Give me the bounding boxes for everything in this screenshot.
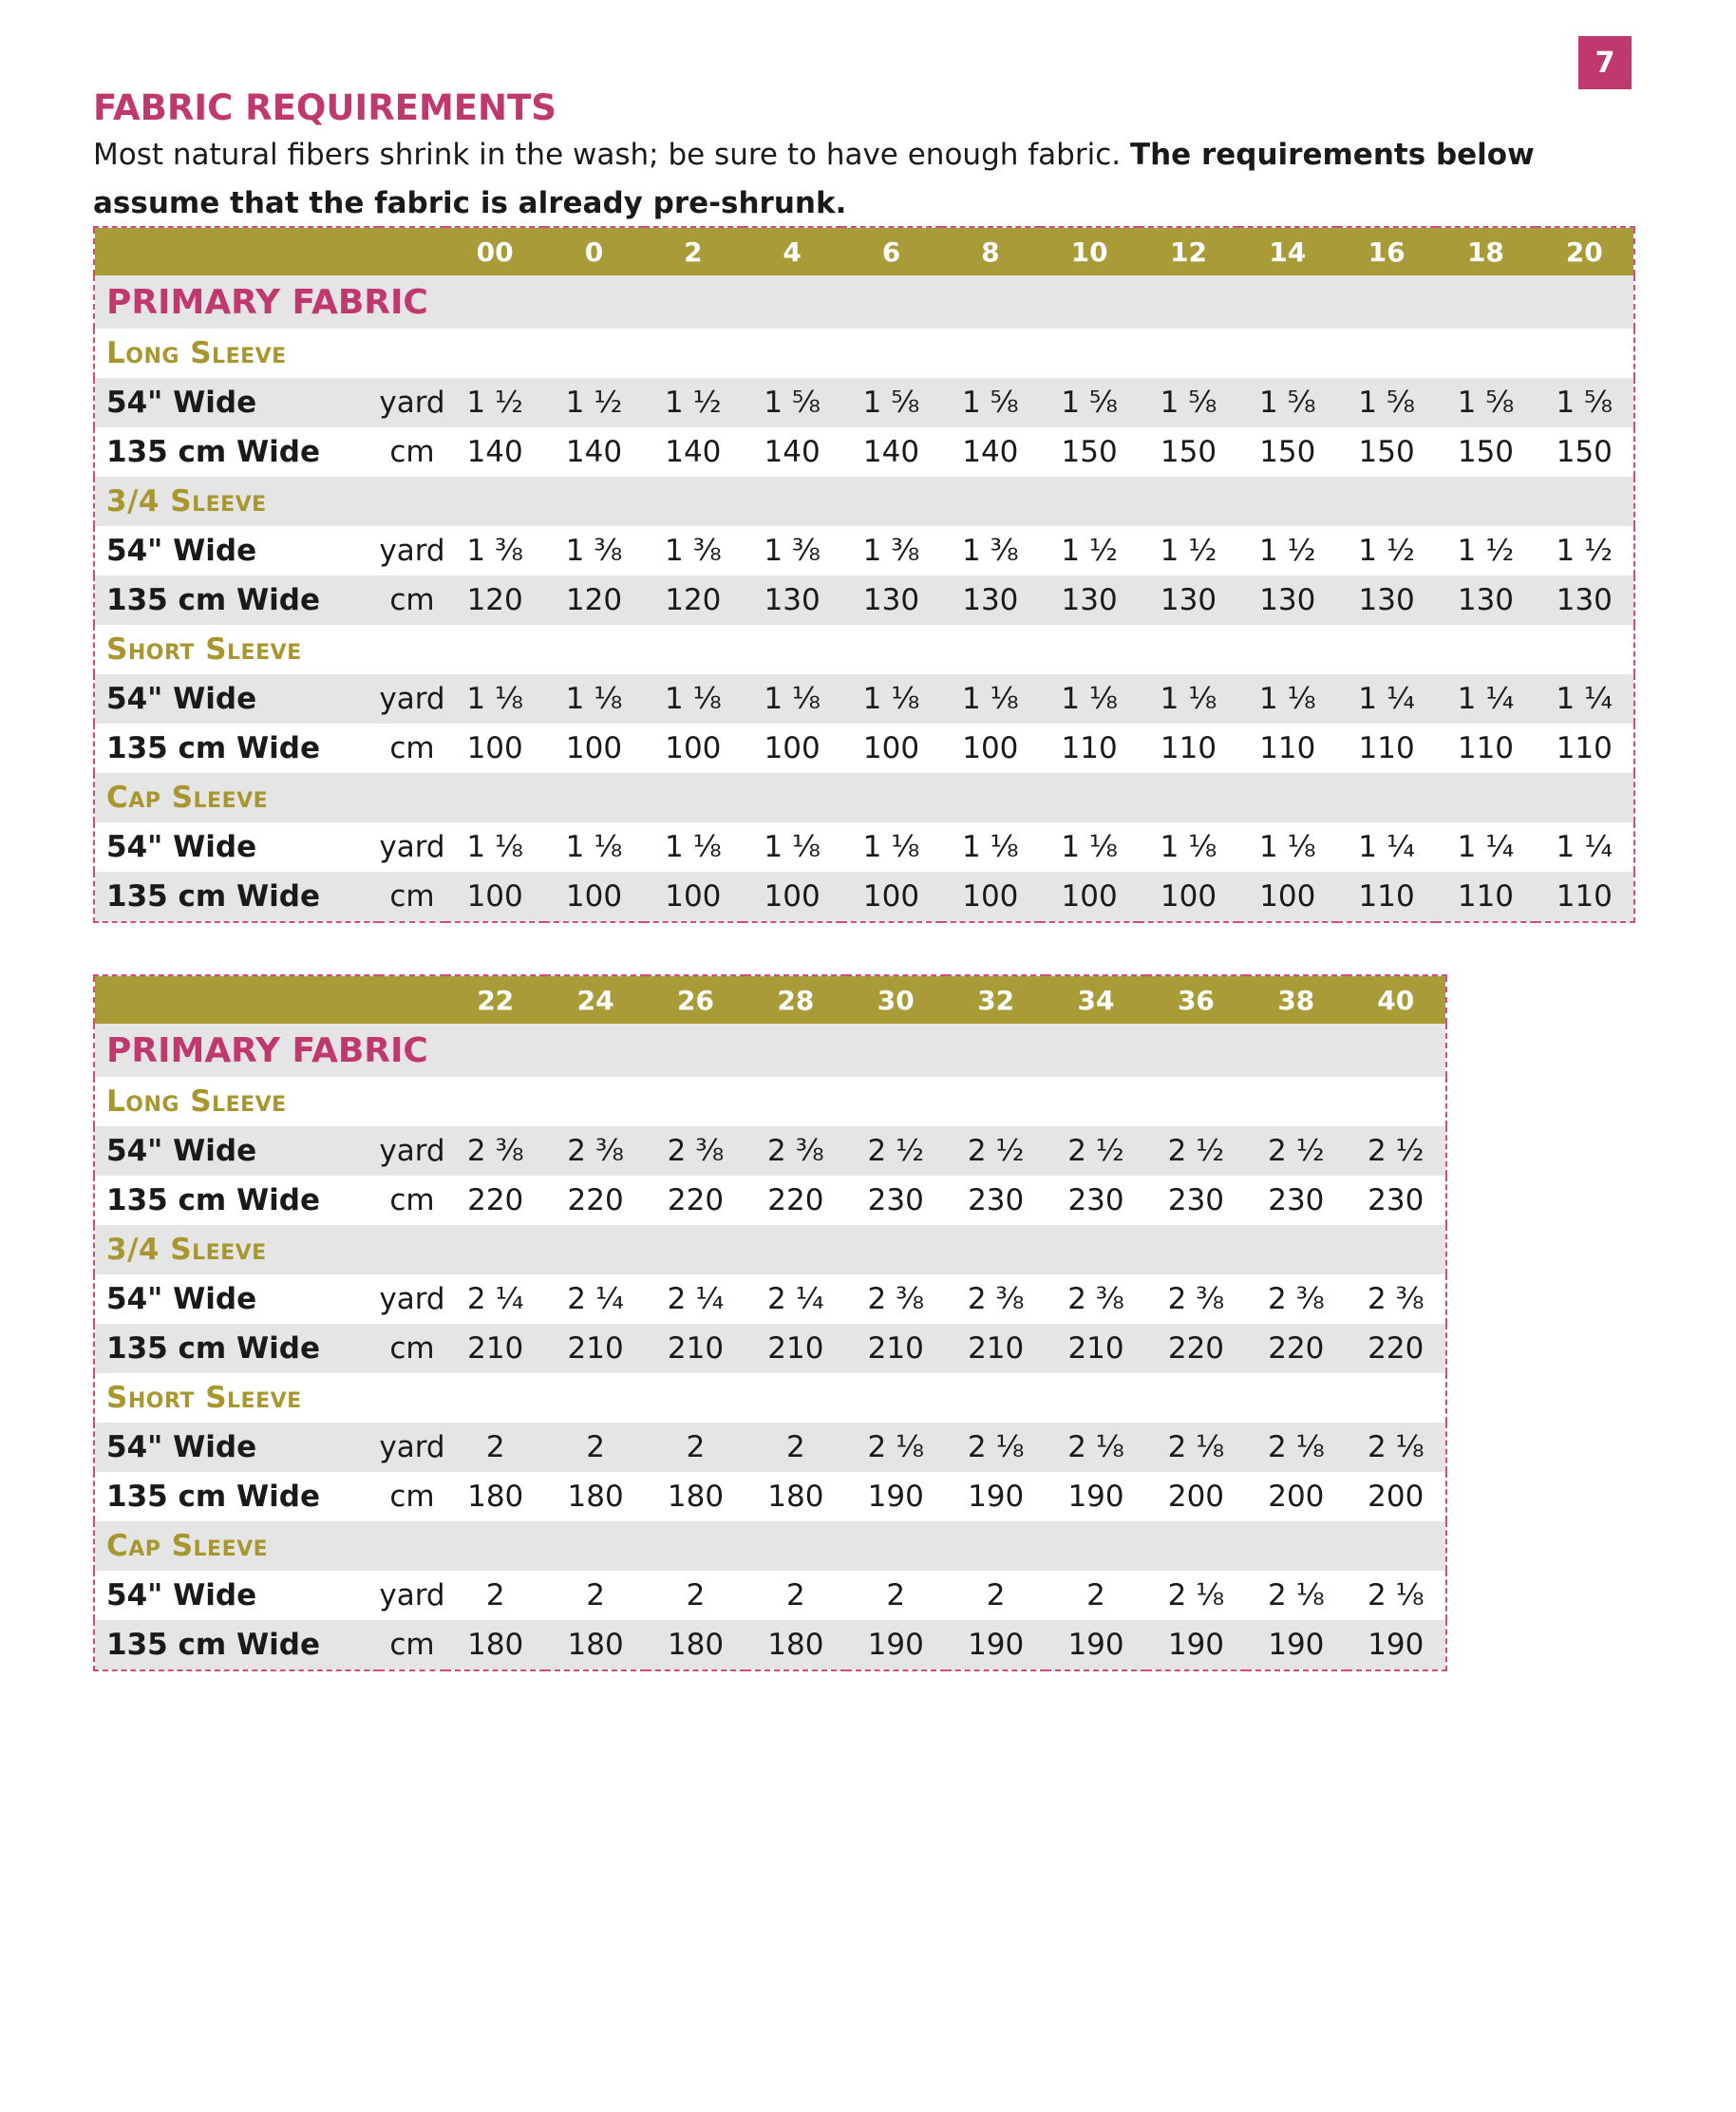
fabric-width-label: 135 cm Wide bbox=[94, 1176, 379, 1225]
fabric-amount-cell: 1 ½ bbox=[1536, 526, 1634, 575]
fabric-width-label: 135 cm Wide bbox=[94, 872, 379, 922]
sleeve-group-title: 3/4 Sleeve bbox=[94, 1225, 1446, 1274]
fabric-width-row bbox=[94, 1176, 1446, 1225]
size-header-cell: 38 bbox=[1246, 975, 1346, 1024]
size-header-cell: 16 bbox=[1337, 227, 1436, 275]
fabric-amount-cell: 2 bbox=[745, 1423, 845, 1472]
fabric-amount-cell: 2 ½ bbox=[1347, 1126, 1446, 1176]
fabric-amount-cell: 1 ⅛ bbox=[644, 674, 743, 724]
fabric-amount-cell: 2 ¼ bbox=[745, 1274, 845, 1324]
sleeve-group-title: Cap Sleeve bbox=[94, 1521, 1446, 1571]
fabric-width-row bbox=[94, 1620, 1446, 1670]
size-header-cell: 26 bbox=[646, 975, 745, 1024]
fabric-amount-cell: 130 bbox=[1040, 575, 1139, 625]
fabric-amount-cell: 150 bbox=[1536, 427, 1634, 477]
fabric-width-row bbox=[94, 526, 1634, 575]
fabric-width-label: 135 cm Wide bbox=[94, 575, 379, 625]
fabric-amount-cell: 2 ½ bbox=[1246, 1126, 1346, 1176]
fabric-amount-cell: 100 bbox=[544, 872, 643, 922]
size-header-cell: 20 bbox=[1536, 227, 1634, 275]
fabric-amount-cell: 130 bbox=[1536, 575, 1634, 625]
fabric-amount-cell: 1 ⅛ bbox=[841, 674, 940, 724]
fabric-amount-cell: 140 bbox=[941, 427, 1040, 477]
intro-bold-text: The requirements below assume that the fabric is already pre-shrunk. bbox=[93, 138, 1535, 220]
fabric-amount-cell: 100 bbox=[941, 872, 1040, 922]
size-header-cell: 2 bbox=[644, 227, 743, 275]
fabric-amount-cell: 1 ⅛ bbox=[1238, 822, 1337, 872]
fabric-amount-cell: 100 bbox=[743, 724, 841, 773]
fabric-amount-cell: 150 bbox=[1238, 427, 1337, 477]
unit-label: cm bbox=[379, 1324, 445, 1373]
fabric-amount-cell: 180 bbox=[445, 1472, 545, 1521]
fabric-amount-cell: 110 bbox=[1436, 724, 1535, 773]
fabric-amount-cell: 2 ⅜ bbox=[1146, 1274, 1246, 1324]
fabric-amount-cell: 150 bbox=[1040, 427, 1139, 477]
unit-label: yard bbox=[379, 1126, 445, 1176]
fabric-amount-cell: 2 ⅜ bbox=[545, 1126, 645, 1176]
fabric-amount-cell: 190 bbox=[846, 1620, 946, 1670]
fabric-amount-cell: 110 bbox=[1040, 724, 1139, 773]
size-header-cell: 24 bbox=[545, 975, 645, 1024]
fabric-amount-cell: 1 ⅝ bbox=[941, 378, 1040, 427]
fabric-amount-cell: 2 ⅜ bbox=[445, 1126, 545, 1176]
fabric-amount-cell: 190 bbox=[1246, 1620, 1346, 1670]
intro-paragraph bbox=[93, 131, 1613, 228]
fabric-width-row bbox=[94, 822, 1634, 872]
fabric-amount-cell: 130 bbox=[1238, 575, 1337, 625]
header-blank-cell bbox=[379, 227, 445, 275]
unit-label: cm bbox=[379, 575, 445, 625]
unit-label: cm bbox=[379, 1176, 445, 1225]
sleeve-group-row bbox=[94, 1077, 1446, 1126]
fabric-amount-cell: 1 ⅝ bbox=[1040, 378, 1139, 427]
fabric-amount-cell: 1 ¼ bbox=[1436, 674, 1535, 724]
fabric-amount-cell: 110 bbox=[1436, 872, 1535, 922]
fabric-amount-cell: 200 bbox=[1146, 1472, 1246, 1521]
fabric-amount-cell: 2 ⅜ bbox=[1347, 1274, 1446, 1324]
fabric-amount-cell: 1 ¼ bbox=[1337, 822, 1436, 872]
fabric-amount-cell: 1 ⅛ bbox=[1238, 674, 1337, 724]
fabric-amount-cell: 220 bbox=[646, 1176, 745, 1225]
sleeve-group-title: Short Sleeve bbox=[94, 625, 1634, 674]
page-number-badge: 7 bbox=[1578, 36, 1632, 89]
fabric-amount-cell: 210 bbox=[646, 1324, 745, 1373]
size-header-cell: 36 bbox=[1146, 975, 1246, 1024]
size-header-cell: 12 bbox=[1139, 227, 1237, 275]
fabric-amount-cell: 1 ¼ bbox=[1536, 822, 1634, 872]
fabric-width-row bbox=[94, 427, 1634, 477]
size-header-row bbox=[94, 227, 1634, 275]
section-row bbox=[94, 1024, 1446, 1077]
fabric-amount-cell: 220 bbox=[545, 1176, 645, 1225]
size-header-cell: 34 bbox=[1046, 975, 1145, 1024]
fabric-table-sizes-22-40 bbox=[93, 974, 1447, 1671]
fabric-amount-cell: 210 bbox=[445, 1324, 545, 1373]
fabric-amount-cell: 130 bbox=[1436, 575, 1535, 625]
fabric-amount-cell: 2 ⅜ bbox=[846, 1274, 946, 1324]
fabric-amount-cell: 100 bbox=[841, 724, 940, 773]
size-header-cell: 30 bbox=[846, 975, 946, 1024]
fabric-amount-cell: 1 ⅛ bbox=[941, 822, 1040, 872]
fabric-amount-cell: 200 bbox=[1246, 1472, 1346, 1521]
fabric-amount-cell: 210 bbox=[1046, 1324, 1145, 1373]
fabric-amount-cell: 140 bbox=[644, 427, 743, 477]
fabric-amount-cell: 2 bbox=[745, 1571, 845, 1620]
fabric-width-label: 54" Wide bbox=[94, 1274, 379, 1324]
fabric-amount-cell: 130 bbox=[841, 575, 940, 625]
fabric-amount-cell: 1 ½ bbox=[644, 378, 743, 427]
fabric-amount-cell: 1 ⅝ bbox=[1139, 378, 1237, 427]
fabric-amount-cell: 1 ⅜ bbox=[644, 526, 743, 575]
fabric-amount-cell: 1 ⅛ bbox=[941, 674, 1040, 724]
size-header-cell: 10 bbox=[1040, 227, 1139, 275]
fabric-amount-cell: 1 ⅝ bbox=[1436, 378, 1535, 427]
fabric-amount-cell: 2 ¼ bbox=[646, 1274, 745, 1324]
fabric-amount-cell: 220 bbox=[1347, 1324, 1446, 1373]
fabric-amount-cell: 2 ⅛ bbox=[1246, 1571, 1346, 1620]
fabric-width-row bbox=[94, 1274, 1446, 1324]
fabric-amount-cell: 2 bbox=[846, 1571, 946, 1620]
sleeve-group-row bbox=[94, 625, 1634, 674]
fabric-amount-cell: 2 bbox=[545, 1571, 645, 1620]
fabric-amount-cell: 1 ½ bbox=[1337, 526, 1436, 575]
size-header-row bbox=[94, 975, 1446, 1024]
fabric-width-label: 135 cm Wide bbox=[94, 724, 379, 773]
fabric-amount-cell: 1 ½ bbox=[1139, 526, 1237, 575]
fabric-amount-cell: 140 bbox=[544, 427, 643, 477]
sleeve-group-row bbox=[94, 1225, 1446, 1274]
fabric-amount-cell: 1 ⅛ bbox=[644, 822, 743, 872]
fabric-amount-cell: 190 bbox=[1347, 1620, 1446, 1670]
fabric-amount-cell: 1 ½ bbox=[1238, 526, 1337, 575]
fabric-amount-cell: 100 bbox=[1238, 872, 1337, 922]
fabric-amount-cell: 130 bbox=[1139, 575, 1237, 625]
unit-label: cm bbox=[379, 724, 445, 773]
fabric-amount-cell: 180 bbox=[545, 1620, 645, 1670]
fabric-amount-cell: 2 ⅛ bbox=[846, 1423, 946, 1472]
fabric-amount-cell: 1 ⅝ bbox=[743, 378, 841, 427]
fabric-amount-cell: 230 bbox=[1146, 1176, 1246, 1225]
section-title: PRIMARY FABRIC bbox=[94, 275, 1634, 329]
fabric-amount-cell: 2 ⅜ bbox=[1046, 1274, 1145, 1324]
fabric-amount-cell: 2 ⅜ bbox=[1246, 1274, 1346, 1324]
fabric-amount-cell: 140 bbox=[841, 427, 940, 477]
fabric-amount-cell: 210 bbox=[846, 1324, 946, 1373]
fabric-width-label: 135 cm Wide bbox=[94, 1324, 379, 1373]
fabric-amount-cell: 2 ⅛ bbox=[1246, 1423, 1346, 1472]
fabric-amount-cell: 1 ⅛ bbox=[1139, 822, 1237, 872]
fabric-amount-cell: 100 bbox=[644, 872, 743, 922]
fabric-amount-cell: 1 ⅜ bbox=[544, 526, 643, 575]
fabric-amount-cell: 190 bbox=[846, 1472, 946, 1521]
fabric-amount-cell: 2 ¼ bbox=[445, 1274, 545, 1324]
fabric-amount-cell: 230 bbox=[1347, 1176, 1446, 1225]
fabric-width-label: 54" Wide bbox=[94, 1126, 379, 1176]
fabric-amount-cell: 2 ¼ bbox=[545, 1274, 645, 1324]
fabric-amount-cell: 2 bbox=[946, 1571, 1046, 1620]
fabric-amount-cell: 200 bbox=[1347, 1472, 1446, 1521]
section-title: PRIMARY FABRIC bbox=[94, 1024, 1446, 1077]
fabric-amount-cell: 110 bbox=[1536, 724, 1634, 773]
sleeve-group-title: Long Sleeve bbox=[94, 329, 1634, 378]
fabric-amount-cell: 2 ⅛ bbox=[1347, 1571, 1446, 1620]
fabric-amount-cell: 2 ½ bbox=[946, 1126, 1046, 1176]
fabric-amount-cell: 110 bbox=[1238, 724, 1337, 773]
unit-label: yard bbox=[379, 1423, 445, 1472]
unit-label: cm bbox=[379, 1472, 445, 1521]
fabric-width-row bbox=[94, 378, 1634, 427]
unit-label: cm bbox=[379, 1620, 445, 1670]
header-blank-cell bbox=[379, 975, 445, 1024]
size-header-cell: 14 bbox=[1238, 227, 1337, 275]
fabric-amount-cell: 1 ¼ bbox=[1536, 674, 1634, 724]
fabric-amount-cell: 1 ⅛ bbox=[445, 674, 544, 724]
fabric-amount-cell: 2 bbox=[545, 1423, 645, 1472]
fabric-amount-cell: 130 bbox=[941, 575, 1040, 625]
fabric-amount-cell: 2 ½ bbox=[1046, 1126, 1145, 1176]
fabric-amount-cell: 1 ⅛ bbox=[544, 822, 643, 872]
fabric-amount-cell: 190 bbox=[1046, 1620, 1145, 1670]
unit-label: yard bbox=[379, 378, 445, 427]
fabric-amount-cell: 190 bbox=[946, 1472, 1046, 1521]
fabric-amount-cell: 1 ⅛ bbox=[445, 822, 544, 872]
unit-label: yard bbox=[379, 674, 445, 724]
fabric-amount-cell: 100 bbox=[941, 724, 1040, 773]
fabric-width-row bbox=[94, 1423, 1446, 1472]
sleeve-group-title: 3/4 Sleeve bbox=[94, 477, 1634, 526]
fabric-amount-cell: 140 bbox=[445, 427, 544, 477]
fabric-amount-cell: 190 bbox=[1146, 1620, 1246, 1670]
size-header-cell: 22 bbox=[445, 975, 545, 1024]
fabric-amount-cell: 1 ¼ bbox=[1337, 674, 1436, 724]
fabric-width-row bbox=[94, 1324, 1446, 1373]
fabric-amount-cell: 1 ⅝ bbox=[1536, 378, 1634, 427]
size-header-cell: 32 bbox=[946, 975, 1046, 1024]
sleeve-group-row bbox=[94, 1373, 1446, 1423]
fabric-amount-cell: 1 ⅜ bbox=[445, 526, 544, 575]
header-blank-cell bbox=[94, 227, 379, 275]
fabric-amount-cell: 2 ⅜ bbox=[745, 1126, 845, 1176]
fabric-amount-cell: 100 bbox=[445, 724, 544, 773]
fabric-width-row bbox=[94, 1126, 1446, 1176]
sleeve-group-row bbox=[94, 329, 1634, 378]
fabric-amount-cell: 150 bbox=[1337, 427, 1436, 477]
fabric-width-label: 54" Wide bbox=[94, 378, 379, 427]
fabric-amount-cell: 1 ⅝ bbox=[1337, 378, 1436, 427]
page-title: FABRIC REQUIREMENTS bbox=[93, 87, 557, 128]
fabric-amount-cell: 220 bbox=[1246, 1324, 1346, 1373]
unit-label: yard bbox=[379, 822, 445, 872]
unit-label: yard bbox=[379, 526, 445, 575]
fabric-amount-cell: 1 ⅜ bbox=[941, 526, 1040, 575]
fabric-amount-cell: 1 ⅛ bbox=[1040, 822, 1139, 872]
fabric-amount-cell: 220 bbox=[745, 1176, 845, 1225]
fabric-amount-cell: 230 bbox=[1246, 1176, 1346, 1225]
fabric-amount-cell: 190 bbox=[1046, 1472, 1145, 1521]
size-header-cell: 00 bbox=[445, 227, 544, 275]
fabric-table-sizes-00-20 bbox=[93, 226, 1635, 923]
fabric-amount-cell: 2 ⅜ bbox=[946, 1274, 1046, 1324]
fabric-width-row bbox=[94, 1571, 1446, 1620]
fabric-amount-cell: 2 ½ bbox=[846, 1126, 946, 1176]
fabric-amount-cell: 2 ⅛ bbox=[946, 1423, 1046, 1472]
fabric-amount-cell: 230 bbox=[846, 1176, 946, 1225]
section-row bbox=[94, 275, 1634, 329]
fabric-amount-cell: 2 bbox=[1046, 1571, 1145, 1620]
sleeve-group-title: Short Sleeve bbox=[94, 1373, 1446, 1423]
fabric-width-label: 54" Wide bbox=[94, 1423, 379, 1472]
fabric-amount-cell: 1 ⅛ bbox=[544, 674, 643, 724]
fabric-amount-cell: 2 ½ bbox=[1146, 1126, 1246, 1176]
size-header-cell: 0 bbox=[544, 227, 643, 275]
unit-label: cm bbox=[379, 872, 445, 922]
fabric-amount-cell: 120 bbox=[445, 575, 544, 625]
fabric-amount-cell: 130 bbox=[1337, 575, 1436, 625]
fabric-amount-cell: 210 bbox=[946, 1324, 1046, 1373]
fabric-amount-cell: 100 bbox=[445, 872, 544, 922]
fabric-amount-cell: 2 ⅜ bbox=[646, 1126, 745, 1176]
fabric-amount-cell: 230 bbox=[1046, 1176, 1145, 1225]
fabric-amount-cell: 110 bbox=[1337, 872, 1436, 922]
sleeve-group-row bbox=[94, 477, 1634, 526]
fabric-width-label: 54" Wide bbox=[94, 674, 379, 724]
fabric-amount-cell: 100 bbox=[841, 872, 940, 922]
fabric-amount-cell: 110 bbox=[1337, 724, 1436, 773]
fabric-amount-cell: 100 bbox=[1040, 872, 1139, 922]
fabric-amount-cell: 100 bbox=[1139, 872, 1237, 922]
fabric-amount-cell: 1 ½ bbox=[1040, 526, 1139, 575]
fabric-amount-cell: 150 bbox=[1139, 427, 1237, 477]
fabric-amount-cell: 1 ½ bbox=[445, 378, 544, 427]
fabric-width-row bbox=[94, 724, 1634, 773]
fabric-amount-cell: 2 bbox=[445, 1571, 545, 1620]
fabric-amount-cell: 180 bbox=[745, 1472, 845, 1521]
size-header-cell: 28 bbox=[745, 975, 845, 1024]
fabric-amount-cell: 2 bbox=[646, 1423, 745, 1472]
fabric-amount-cell: 230 bbox=[946, 1176, 1046, 1225]
unit-label: yard bbox=[379, 1571, 445, 1620]
fabric-amount-cell: 140 bbox=[743, 427, 841, 477]
sleeve-group-title: Long Sleeve bbox=[94, 1077, 1446, 1126]
fabric-amount-cell: 130 bbox=[743, 575, 841, 625]
fabric-amount-cell: 180 bbox=[646, 1620, 745, 1670]
fabric-amount-cell: 1 ⅝ bbox=[1238, 378, 1337, 427]
fabric-amount-cell: 1 ¼ bbox=[1436, 822, 1535, 872]
fabric-amount-cell: 150 bbox=[1436, 427, 1535, 477]
fabric-amount-cell: 110 bbox=[1139, 724, 1237, 773]
fabric-width-label: 54" Wide bbox=[94, 526, 379, 575]
fabric-amount-cell: 120 bbox=[644, 575, 743, 625]
fabric-amount-cell: 2 ⅛ bbox=[1146, 1571, 1246, 1620]
sleeve-group-row bbox=[94, 773, 1634, 822]
size-header-cell: 4 bbox=[743, 227, 841, 275]
fabric-amount-cell: 180 bbox=[545, 1472, 645, 1521]
fabric-amount-cell: 100 bbox=[743, 872, 841, 922]
fabric-amount-cell: 1 ⅛ bbox=[743, 822, 841, 872]
fabric-amount-cell: 210 bbox=[545, 1324, 645, 1373]
fabric-amount-cell: 120 bbox=[544, 575, 643, 625]
fabric-amount-cell: 2 bbox=[445, 1423, 545, 1472]
unit-label: yard bbox=[379, 1274, 445, 1324]
fabric-amount-cell: 1 ½ bbox=[1436, 526, 1535, 575]
fabric-amount-cell: 1 ⅜ bbox=[743, 526, 841, 575]
fabric-amount-cell: 2 ⅛ bbox=[1046, 1423, 1145, 1472]
fabric-amount-cell: 1 ⅝ bbox=[841, 378, 940, 427]
fabric-amount-cell: 100 bbox=[544, 724, 643, 773]
fabric-width-label: 135 cm Wide bbox=[94, 427, 379, 477]
fabric-amount-cell: 1 ⅛ bbox=[1040, 674, 1139, 724]
size-header-cell: 40 bbox=[1347, 975, 1446, 1024]
fabric-amount-cell: 220 bbox=[445, 1176, 545, 1225]
fabric-width-label: 54" Wide bbox=[94, 1571, 379, 1620]
intro-regular-text: Most natural fibers shrink in the wash; be sure to have enough fabric. bbox=[93, 138, 1130, 172]
fabric-amount-cell: 110 bbox=[1536, 872, 1634, 922]
fabric-width-row bbox=[94, 1472, 1446, 1521]
fabric-amount-cell: 180 bbox=[745, 1620, 845, 1670]
unit-label: cm bbox=[379, 427, 445, 477]
fabric-width-label: 135 cm Wide bbox=[94, 1472, 379, 1521]
size-header-cell: 8 bbox=[941, 227, 1040, 275]
fabric-amount-cell: 180 bbox=[646, 1472, 745, 1521]
header-blank-cell bbox=[94, 975, 379, 1024]
size-header-cell: 6 bbox=[841, 227, 940, 275]
fabric-amount-cell: 2 ⅛ bbox=[1146, 1423, 1246, 1472]
fabric-amount-cell: 190 bbox=[946, 1620, 1046, 1670]
fabric-amount-cell: 1 ⅛ bbox=[841, 822, 940, 872]
sleeve-group-title: Cap Sleeve bbox=[94, 773, 1634, 822]
fabric-amount-cell: 2 bbox=[646, 1571, 745, 1620]
sleeve-group-row bbox=[94, 1521, 1446, 1571]
size-header-cell: 18 bbox=[1436, 227, 1535, 275]
fabric-amount-cell: 100 bbox=[644, 724, 743, 773]
fabric-amount-cell: 2 ⅛ bbox=[1347, 1423, 1446, 1472]
fabric-amount-cell: 220 bbox=[1146, 1324, 1246, 1373]
fabric-width-label: 135 cm Wide bbox=[94, 1620, 379, 1670]
fabric-amount-cell: 1 ⅜ bbox=[841, 526, 940, 575]
fabric-width-row bbox=[94, 575, 1634, 625]
fabric-width-row bbox=[94, 674, 1634, 724]
fabric-amount-cell: 1 ⅛ bbox=[1139, 674, 1237, 724]
fabric-amount-cell: 210 bbox=[745, 1324, 845, 1373]
fabric-amount-cell: 180 bbox=[445, 1620, 545, 1670]
fabric-amount-cell: 1 ½ bbox=[544, 378, 643, 427]
fabric-width-label: 54" Wide bbox=[94, 822, 379, 872]
fabric-amount-cell: 1 ⅛ bbox=[743, 674, 841, 724]
fabric-width-row bbox=[94, 872, 1634, 922]
